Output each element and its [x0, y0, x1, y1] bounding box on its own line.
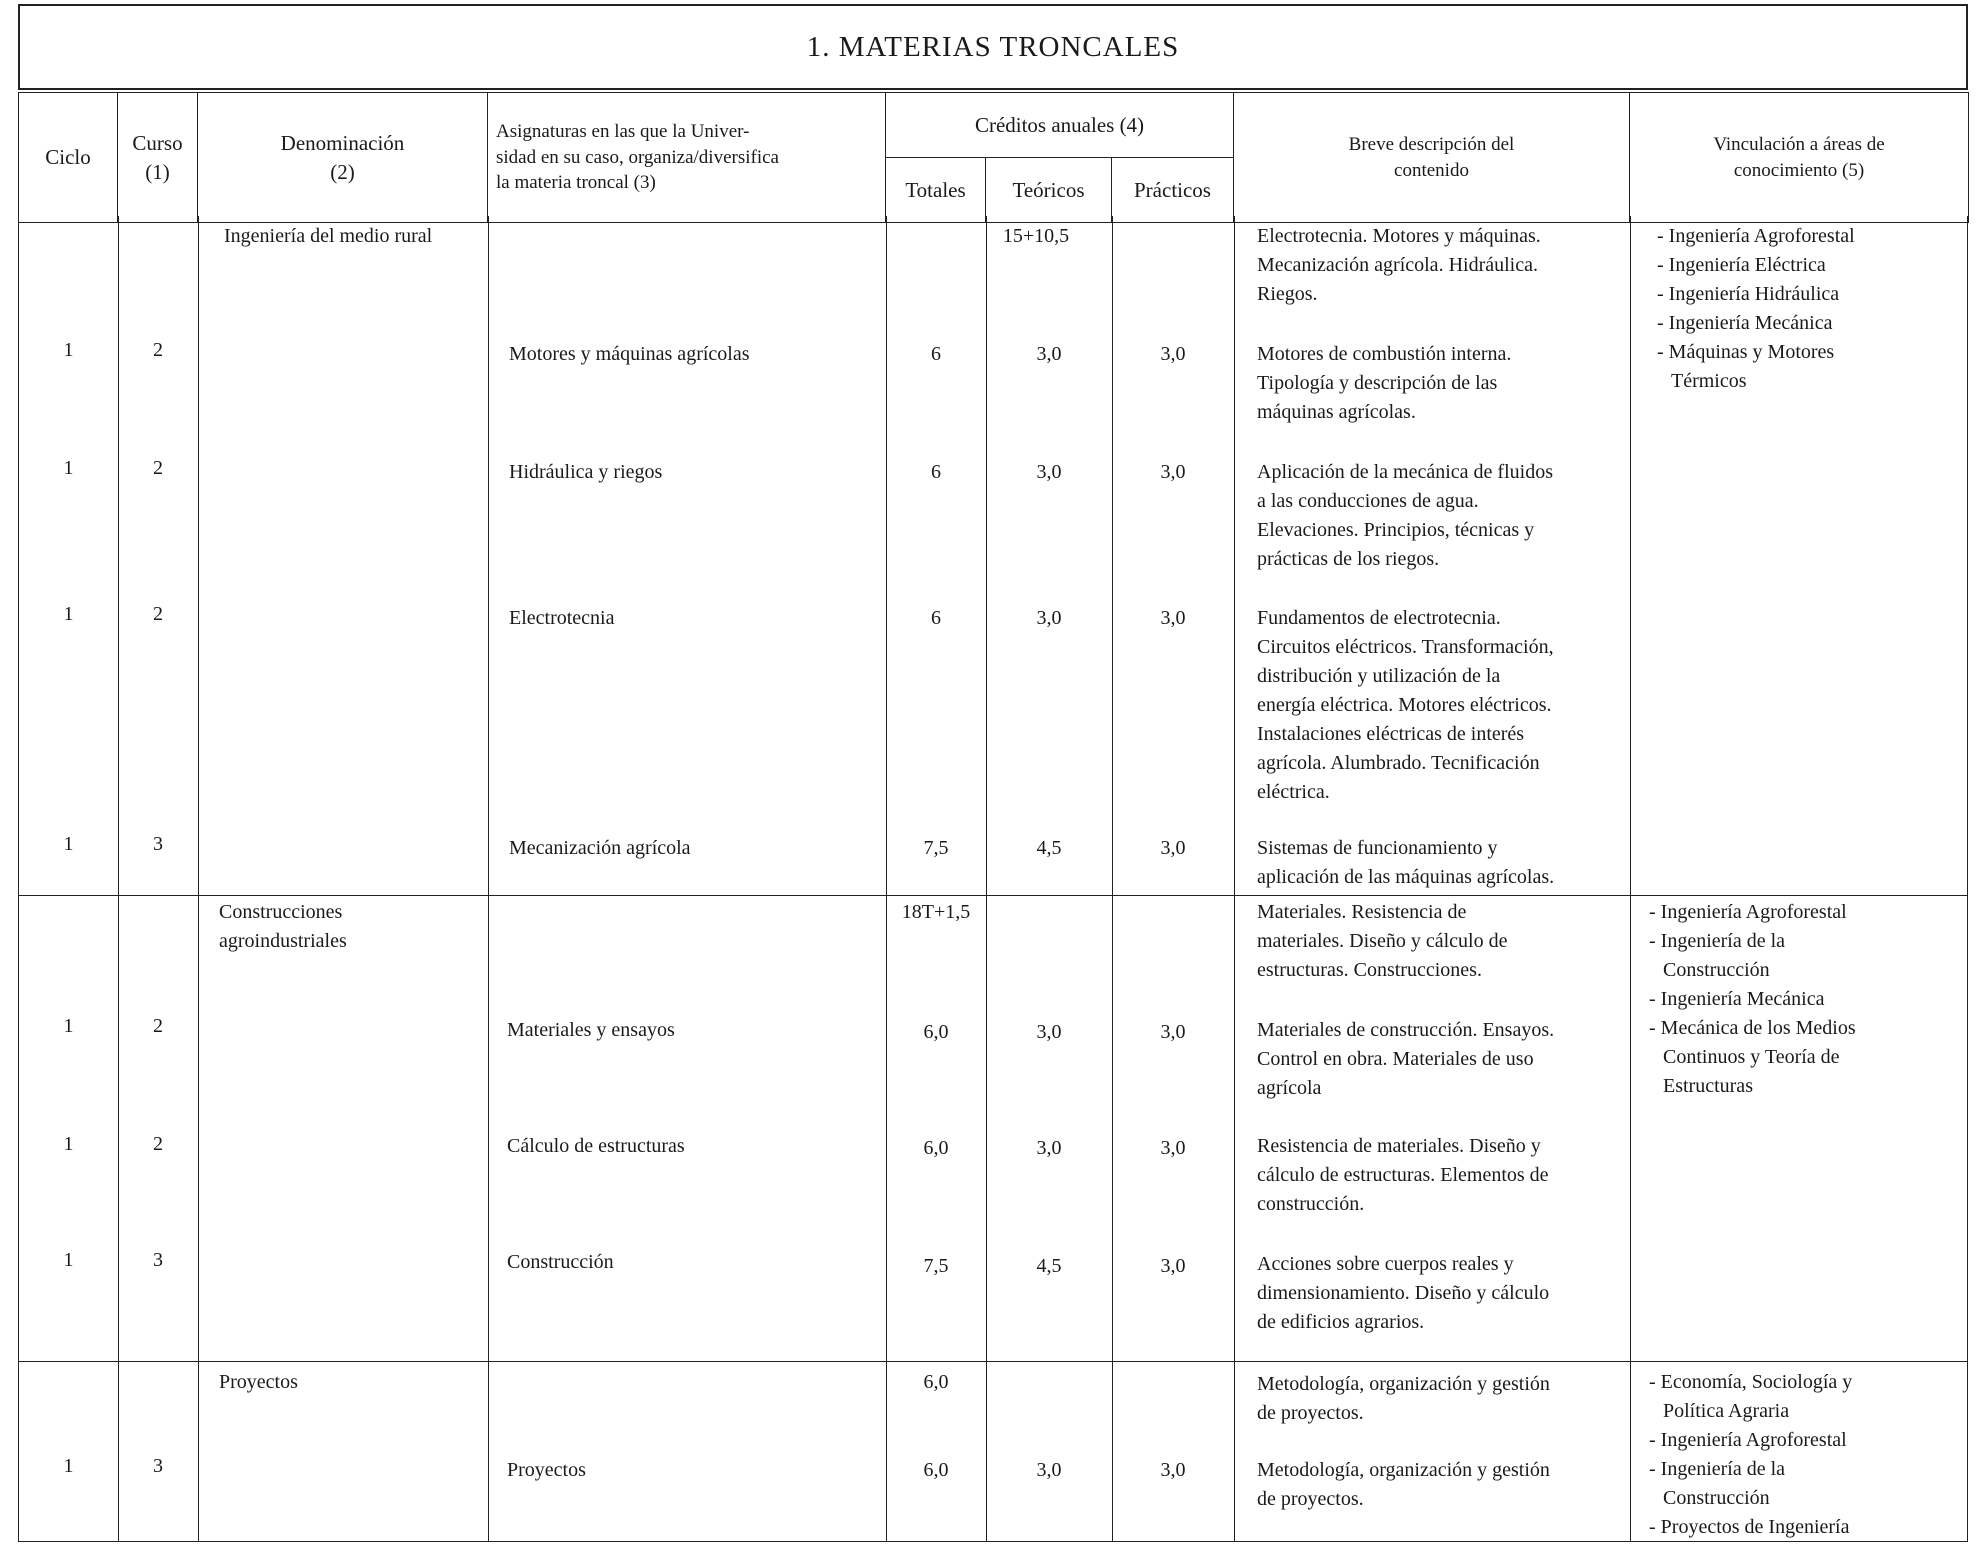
cell-totales: 6 [931, 461, 941, 483]
header-ciclo: Ciclo [19, 93, 118, 223]
cell-teoricos: 3,0 [1036, 461, 1062, 483]
cell-descripcion: Sistemas de funcionamiento y aplicación de las máquinas agrícolas. [1257, 837, 1555, 888]
cell-teoricos: 3,0 [1036, 607, 1062, 629]
cell-totales: 6,0 [923, 1021, 949, 1043]
cell-ciclo: 1 [63, 1455, 74, 1477]
cell-curso: 2 [153, 603, 163, 625]
header-curso: Curso (1) [118, 93, 198, 223]
cell-curso: 2 [153, 1015, 163, 1037]
cell-asignatura: Construcción [507, 1251, 614, 1273]
materia-section [18, 216, 1968, 896]
materia-description: Materiales. Resistencia de materiales. Diseño y cálculo de estructuras. Construcciones. [1257, 901, 1508, 981]
materia-section [18, 1362, 1968, 1542]
title-banner [18, 4, 1968, 90]
cell-asignatura: Materiales y ensayos [507, 1019, 675, 1041]
header-creditos: Créditos anuales (4) [886, 93, 1234, 158]
areas-list: - Ingeniería Agroforestal - Ingeniería Eléctrica - Ingeniería Hidráulica - Ingeniería Mecánica - Máquinas y Motores Térmicos [1657, 225, 1855, 392]
header-breve: Breve descripción del contenido [1234, 93, 1630, 223]
cell-descripcion: Motores de combustión interna. Tipología y descripción de las máquinas agrícolas. [1257, 343, 1512, 423]
cell-totales: 7,5 [923, 1255, 949, 1277]
cell-totales: 6,0 [923, 1137, 949, 1159]
materia-section [18, 896, 1968, 1362]
materia-description: Electrotecnia. Motores y máquinas. Mecanización agrícola. Hidráulica. Riegos. [1257, 225, 1541, 305]
materia-name: Proyectos [219, 1371, 298, 1393]
cell-teoricos: 4,5 [1036, 1255, 1062, 1277]
cell-asignatura: Motores y máquinas agrícolas [509, 343, 750, 365]
materia-total: 6,0 [923, 1371, 949, 1393]
cell-ciclo: 1 [63, 1133, 74, 1155]
cell-teoricos: 4,5 [1036, 837, 1062, 859]
cell-curso: 3 [153, 833, 163, 855]
areas-list: - Ingeniería Agroforestal - Ingeniería de la Construcción - Ingeniería Mecánica - Mecánica de los Medios Continuos y Teoría de Estructuras [1649, 901, 1856, 1097]
cell-ciclo: 1 [63, 1249, 74, 1271]
cell-descripcion: Aplicación de la mecánica de fluidos a las conducciones de agua. Elevaciones. Principios, técnicas y prácticas de los riegos. [1257, 461, 1553, 570]
cell-asignatura: Cálculo de estructuras [507, 1135, 685, 1157]
header-teoricos: Teóricos [986, 158, 1112, 223]
header-asignaturas: Asignaturas en las que la Univer- sidad en su caso, organiza/diversifica la materia troncal (3) [488, 93, 886, 223]
cell-practicos: 3,0 [1160, 1459, 1186, 1481]
cell-practicos: 3,0 [1160, 343, 1186, 365]
cell-descripcion: Fundamentos de electrotecnia. Circuitos eléctricos. Transformación, distribución y utilización de la energía eléctrica. Motores eléctricos. Instalaciones eléctricas de interés agrícola. Alumbrado. Tecnificación eléctrica. [1257, 607, 1554, 803]
cell-asignatura: Electrotecnia [509, 607, 615, 629]
page-title: 1. MATERIAS TRONCALES [806, 30, 1180, 63]
materia-name: Construcciones agroindustriales [219, 901, 347, 952]
cell-teoricos: 3,0 [1036, 343, 1062, 365]
cell-totales: 6 [931, 343, 941, 365]
header-vinculacion: Vinculación a áreas de conocimiento (5) [1630, 93, 1969, 223]
cell-curso: 2 [153, 339, 163, 361]
cell-descripcion: Metodología, organización y gestión de proyectos. [1257, 1459, 1550, 1510]
cell-totales: 6,0 [923, 1459, 949, 1481]
materia-name: Ingeniería del medio rural [224, 225, 433, 247]
cell-descripcion: Resistencia de materiales. Diseño y cálculo de estructuras. Elementos de construcción. [1257, 1135, 1549, 1215]
cell-asignatura: Mecanización agrícola [509, 837, 691, 859]
cell-curso: 2 [153, 1133, 163, 1155]
cell-totales: 6 [931, 607, 941, 629]
materia-total: 15+10,5 [1002, 225, 1070, 247]
cell-totales: 7,5 [923, 837, 949, 859]
cell-descripcion: Acciones sobre cuerpos reales y dimensionamiento. Diseño y cálculo de edificios agrarios. [1257, 1253, 1550, 1333]
header-table [18, 92, 1969, 223]
cell-practicos: 3,0 [1160, 1137, 1186, 1159]
cell-curso: 2 [153, 457, 163, 479]
document-sheet [18, 4, 1968, 1544]
cell-ciclo: 1 [63, 833, 74, 855]
table-body [18, 216, 1968, 1542]
cell-practicos: 3,0 [1160, 1021, 1186, 1043]
cell-teoricos: 3,0 [1036, 1459, 1062, 1481]
cell-asignatura: Proyectos [507, 1459, 586, 1481]
cell-descripcion: Materiales de construcción. Ensayos. Control en obra. Materiales de uso agrícola [1257, 1019, 1555, 1099]
cell-practicos: 3,0 [1160, 1255, 1186, 1277]
cell-ciclo: 1 [63, 1015, 74, 1037]
materia-description: Metodología, organización y gestión de proyectos. [1257, 1373, 1550, 1424]
header-denominacion: Denominación (2) [198, 93, 488, 223]
header-practicos: Prácticos [1112, 158, 1234, 223]
cell-teoricos: 3,0 [1036, 1021, 1062, 1043]
header-totales: Totales [886, 158, 986, 223]
cell-practicos: 3,0 [1160, 461, 1186, 483]
materia-total: 18T+1,5 [901, 901, 971, 923]
areas-list: - Economía, Sociología y Política Agraria - Ingeniería Agroforestal - Ingeniería de la Construcción - Proyectos de Ingeniería [1649, 1371, 1853, 1538]
cell-teoricos: 3,0 [1036, 1137, 1062, 1159]
cell-practicos: 3,0 [1160, 837, 1186, 859]
cell-curso: 3 [153, 1249, 163, 1271]
cell-practicos: 3,0 [1160, 607, 1186, 629]
cell-curso: 3 [153, 1455, 163, 1477]
cell-ciclo: 1 [63, 339, 74, 361]
cell-ciclo: 1 [63, 603, 74, 625]
cell-asignatura: Hidráulica y riegos [509, 461, 663, 483]
cell-ciclo: 1 [63, 457, 74, 479]
